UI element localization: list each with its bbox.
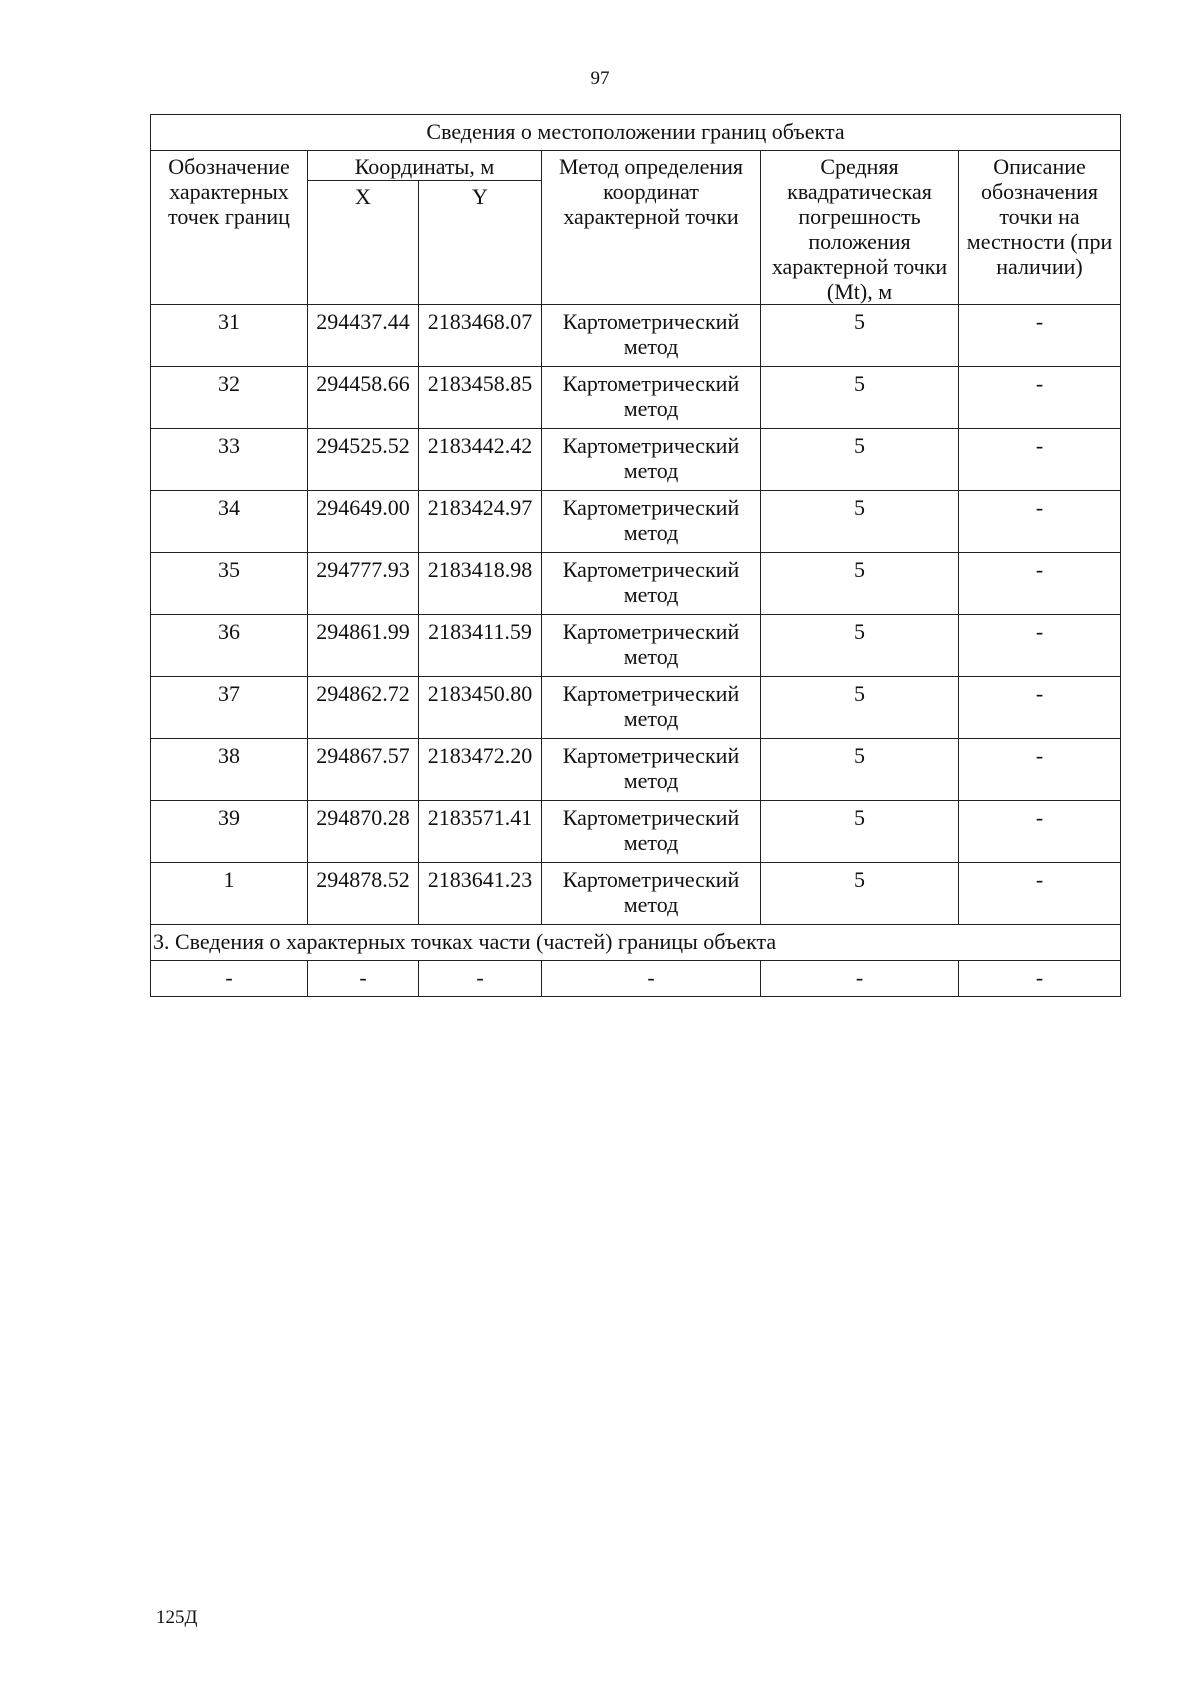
x-cell: 294777.93 xyxy=(308,553,419,615)
point-cell: 32 xyxy=(151,367,308,429)
method-cell: Картометрический метод xyxy=(542,367,761,429)
header-coords-label: Координаты, м xyxy=(308,151,542,181)
y-cell: 2183442.42 xyxy=(419,429,542,491)
point-cell: 1 xyxy=(151,863,308,925)
x-cell: 294867.57 xyxy=(308,739,419,801)
error-cell: 5 xyxy=(761,801,959,863)
table-row xyxy=(151,739,1121,801)
header-y-label: Y xyxy=(419,181,542,305)
method-cell: Картометрический метод xyxy=(542,305,761,367)
table-row xyxy=(151,367,1121,429)
table-row xyxy=(151,863,1121,925)
error-cell: 5 xyxy=(761,553,959,615)
header-point-label: Обозначение характерных точек границ xyxy=(151,151,308,305)
description-cell: - xyxy=(959,429,1121,491)
header-error-label: Средняя квадратическая погрешность положения характерной точки (Mt), м xyxy=(761,151,959,305)
y-cell: 2183458.85 xyxy=(419,367,542,429)
description-cell: - xyxy=(959,615,1121,677)
header-description-label: Описание обозначения точки на местности (при наличии) xyxy=(959,151,1121,305)
method-cell: Картометрический метод xyxy=(542,801,761,863)
method-cell: Картометрический метод xyxy=(542,677,761,739)
error-cell: 5 xyxy=(761,491,959,553)
footer-code: 125Д xyxy=(156,1607,198,1628)
x-cell: 294525.52 xyxy=(308,429,419,491)
description-cell: - xyxy=(959,677,1121,739)
y-cell: 2183472.20 xyxy=(419,739,542,801)
table-row xyxy=(151,491,1121,553)
error-cell: - xyxy=(761,961,959,997)
point-cell: 34 xyxy=(151,491,308,553)
error-cell: 5 xyxy=(761,305,959,367)
y-cell: 2183571.41 xyxy=(419,801,542,863)
point-cell: - xyxy=(151,961,308,997)
description-cell: - xyxy=(959,553,1121,615)
point-cell: 39 xyxy=(151,801,308,863)
point-cell: 33 xyxy=(151,429,308,491)
error-cell: 5 xyxy=(761,429,959,491)
x-cell: 294870.28 xyxy=(308,801,419,863)
table-row xyxy=(151,553,1121,615)
point-cell: 38 xyxy=(151,739,308,801)
x-cell: 294437.44 xyxy=(308,305,419,367)
table-row xyxy=(151,429,1121,491)
y-cell: 2183641.23 xyxy=(419,863,542,925)
y-cell: 2183450.80 xyxy=(419,677,542,739)
header-method-label: Метод определения координат характерной точки xyxy=(542,151,761,305)
method-cell: Картометрический метод xyxy=(542,429,761,491)
description-cell: - xyxy=(959,863,1121,925)
error-cell: 5 xyxy=(761,367,959,429)
y-cell: - xyxy=(419,961,542,997)
description-cell: - xyxy=(959,739,1121,801)
y-cell: 2183411.59 xyxy=(419,615,542,677)
method-cell: Картометрический метод xyxy=(542,491,761,553)
description-cell: - xyxy=(959,961,1121,997)
x-cell: - xyxy=(308,961,419,997)
description-cell: - xyxy=(959,491,1121,553)
table-title: Сведения о местоположении границ объекта xyxy=(151,115,1121,151)
y-cell: 2183468.07 xyxy=(419,305,542,367)
description-cell: - xyxy=(959,801,1121,863)
point-cell: 31 xyxy=(151,305,308,367)
point-cell: 36 xyxy=(151,615,308,677)
error-cell: 5 xyxy=(761,863,959,925)
x-cell: 294862.72 xyxy=(308,677,419,739)
method-cell: Картометрический метод xyxy=(542,615,761,677)
point-cell: 37 xyxy=(151,677,308,739)
table-row xyxy=(151,677,1121,739)
y-cell: 2183418.98 xyxy=(419,553,542,615)
description-cell: - xyxy=(959,367,1121,429)
page-number: 97 xyxy=(590,68,610,89)
y-cell: 2183424.97 xyxy=(419,491,542,553)
table-row xyxy=(151,305,1121,367)
header-x-label: X xyxy=(308,181,419,305)
boundary-table xyxy=(150,114,1121,997)
description-cell: - xyxy=(959,305,1121,367)
x-cell: 294861.99 xyxy=(308,615,419,677)
method-cell: Картометрический метод xyxy=(542,863,761,925)
point-cell: 35 xyxy=(151,553,308,615)
x-cell: 294458.66 xyxy=(308,367,419,429)
x-cell: 294878.52 xyxy=(308,863,419,925)
table-row xyxy=(151,961,1121,997)
section-3-title: 3. Сведения о характерных точках части (частей) границы объекта xyxy=(151,925,1121,961)
method-cell: - xyxy=(542,961,761,997)
error-cell: 5 xyxy=(761,615,959,677)
table-row xyxy=(151,615,1121,677)
table-row xyxy=(151,801,1121,863)
error-cell: 5 xyxy=(761,739,959,801)
method-cell: Картометрический метод xyxy=(542,739,761,801)
method-cell: Картометрический метод xyxy=(542,553,761,615)
error-cell: 5 xyxy=(761,677,959,739)
x-cell: 294649.00 xyxy=(308,491,419,553)
